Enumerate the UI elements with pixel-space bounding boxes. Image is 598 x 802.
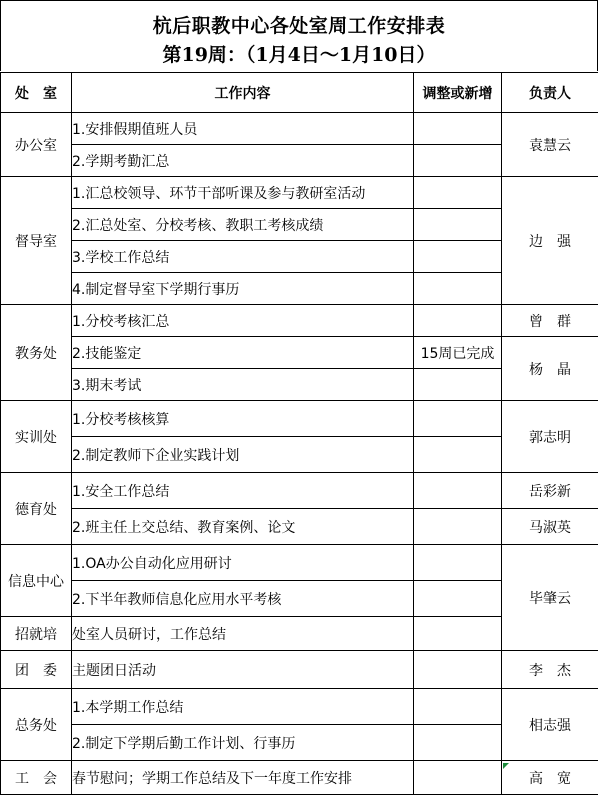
header-owner: 负责人 bbox=[502, 73, 598, 113]
task-cell: 2.下半年教师信息化应用水平考核 bbox=[72, 581, 414, 617]
task-cell: 1.安全工作总结 bbox=[72, 473, 414, 509]
adjust-cell bbox=[414, 581, 502, 617]
dept-moral: 德育处 bbox=[1, 473, 72, 545]
task-cell: 2.班主任上交总结、教育案例、论文 bbox=[72, 509, 414, 545]
owner-academic-1: 曾 群 bbox=[502, 305, 598, 337]
dept-supervision: 督导室 bbox=[1, 177, 72, 305]
task-cell: 2.学期考勤汇总 bbox=[72, 145, 414, 177]
owner-union: 高 宽 bbox=[502, 761, 598, 795]
task-cell: 1.OA办公自动化应用研讨 bbox=[72, 545, 414, 581]
adjust-cell bbox=[414, 651, 502, 689]
task-cell: 春节慰问；学期工作总结及下一年度工作安排 bbox=[72, 761, 414, 795]
table-row bbox=[1, 689, 598, 725]
dept-general: 总务处 bbox=[1, 689, 72, 761]
adjust-cell bbox=[414, 145, 502, 177]
task-cell: 3.学校工作总结 bbox=[72, 241, 414, 273]
task-cell: 2.制定教师下企业实践计划 bbox=[72, 437, 414, 473]
table-row bbox=[1, 401, 598, 437]
owner-office: 袁慧云 bbox=[502, 113, 598, 177]
table-row bbox=[1, 545, 598, 581]
adjust-cell bbox=[414, 437, 502, 473]
task-cell: 1.安排假期值班人员 bbox=[72, 113, 414, 145]
table-row bbox=[1, 177, 598, 209]
task-cell: 4.制定督导室下学期行事历 bbox=[72, 273, 414, 305]
task-cell: 3.期末考试 bbox=[72, 369, 414, 401]
adjust-cell bbox=[414, 509, 502, 545]
task-cell: 主题团日活动 bbox=[72, 651, 414, 689]
adjust-cell bbox=[414, 369, 502, 401]
task-cell: 1.本学期工作总结 bbox=[72, 689, 414, 725]
adjust-cell bbox=[414, 401, 502, 437]
owner-academic-23: 杨 晶 bbox=[502, 337, 598, 401]
owner-general: 相志强 bbox=[502, 689, 598, 761]
table-row bbox=[1, 473, 598, 509]
dept-info: 信息中心 bbox=[1, 545, 72, 617]
task-cell: 1.分校考核汇总 bbox=[72, 305, 414, 337]
adjust-cell bbox=[414, 113, 502, 145]
table-row bbox=[1, 337, 598, 369]
sheet-title: 杭后职教中心各处室周工作安排表 bbox=[152, 15, 446, 37]
adjust-cell bbox=[414, 473, 502, 509]
owner-moral-1: 岳彩新 bbox=[502, 473, 598, 509]
task-cell: 1.汇总校领导、环节干部听课及参与教研室活动 bbox=[72, 177, 414, 209]
header-row bbox=[1, 73, 598, 113]
header-content: 工作内容 bbox=[72, 73, 414, 113]
dept-enroll: 招就培 bbox=[1, 617, 72, 651]
adjust-cell bbox=[414, 545, 502, 581]
adjust-cell bbox=[414, 209, 502, 241]
adjust-cell bbox=[414, 305, 502, 337]
owner-supervision: 边 强 bbox=[502, 177, 598, 305]
week-subtitle: 第19周：（1月4日～1月10日） bbox=[162, 44, 436, 66]
dept-league: 团 委 bbox=[1, 651, 72, 689]
dept-training: 实训处 bbox=[1, 401, 72, 473]
header-dept: 处 室 bbox=[1, 73, 72, 113]
table-row bbox=[1, 509, 598, 545]
adjust-cell bbox=[414, 617, 502, 651]
table-row bbox=[1, 113, 598, 145]
table-row bbox=[1, 305, 598, 337]
dept-office: 办公室 bbox=[1, 113, 72, 177]
cell-comment-marker bbox=[503, 763, 509, 769]
task-cell: 2.技能鉴定 bbox=[72, 337, 414, 369]
owner-moral-2: 马淑英 bbox=[502, 509, 598, 545]
schedule-table bbox=[0, 72, 598, 795]
owner-info-enroll: 毕肇云 bbox=[502, 545, 598, 651]
task-cell: 1.分校考核核算 bbox=[72, 401, 414, 437]
dept-union: 工 会 bbox=[1, 761, 72, 795]
adjust-cell-academic-2: 15周已完成 bbox=[414, 337, 502, 369]
owner-training: 郭志明 bbox=[502, 401, 598, 473]
header-adjust: 调整或新增 bbox=[414, 73, 502, 113]
task-cell: 2.汇总处室、分校考核、教职工考核成绩 bbox=[72, 209, 414, 241]
owner-league: 李 杰 bbox=[502, 651, 598, 689]
adjust-cell bbox=[414, 689, 502, 725]
adjust-cell bbox=[414, 273, 502, 305]
adjust-cell bbox=[414, 725, 502, 761]
title-block bbox=[0, 0, 598, 71]
dept-academic: 教务处 bbox=[1, 305, 72, 401]
adjust-cell bbox=[414, 177, 502, 209]
task-cell: 处室人员研讨，工作总结 bbox=[72, 617, 414, 651]
task-cell: 2.制定下学期后勤工作计划、行事历 bbox=[72, 725, 414, 761]
adjust-cell bbox=[414, 241, 502, 273]
adjust-cell bbox=[414, 761, 502, 795]
table-row bbox=[1, 651, 598, 689]
